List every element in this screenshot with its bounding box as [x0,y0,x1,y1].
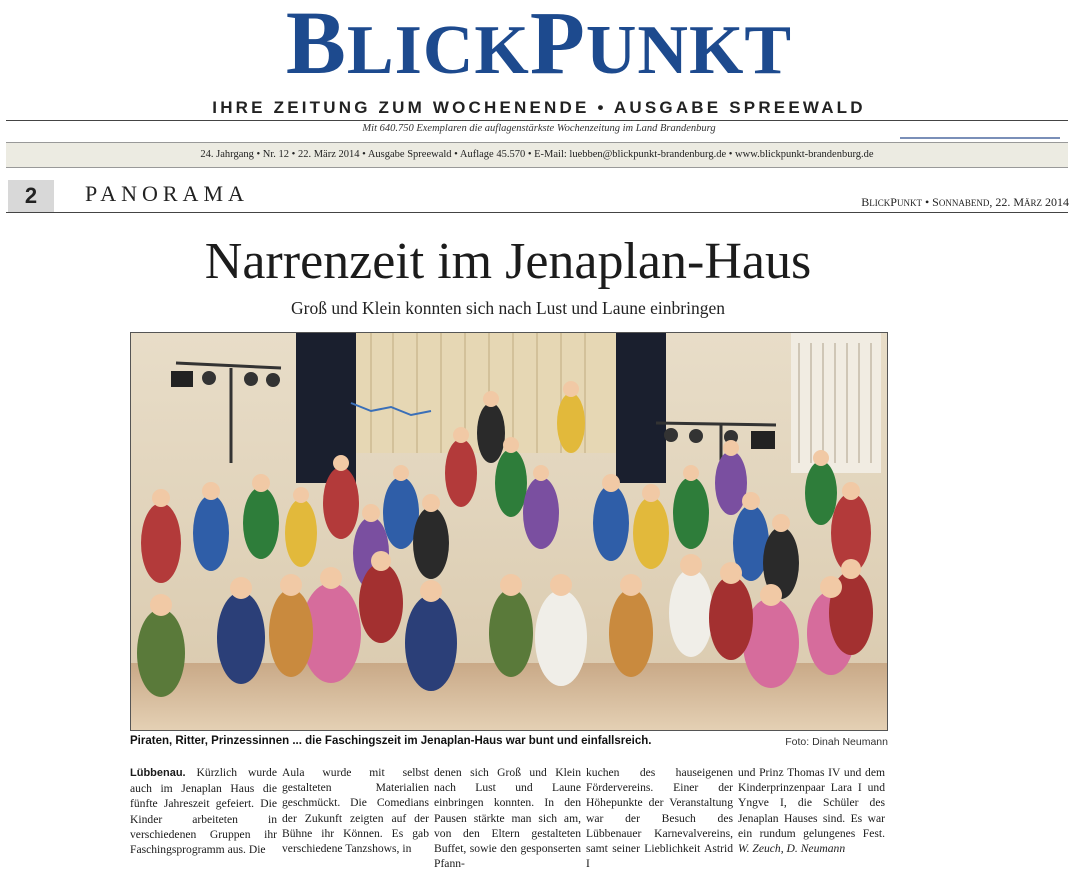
section-name: PANORAMA [85,181,249,206]
article-column-4: kuchen des hauseigenen Fördervereins. Einer der Höhepunkte der Veranstaltung war der Besuch des Lübbenauer Karnevalvereins, samt seiner Lieblichkeit Astrid I [586,766,733,871]
masthead-rule [6,120,1068,121]
article-column-1: Lübbenau. Kürzlich wurde auch im Jenaplan Haus die fünfte Jahreszeit gefeiert. Die Kinder arbeiteten in verschiedenen Gruppen ihr Faschingsprogramm aus. Die [130,766,277,857]
group-photo-image [131,333,887,730]
section-rule [6,212,1068,213]
decorative-stripe [900,137,1060,139]
article-subheadline: Groß und Klein konnten sich nach Lust und Laune einbringen [291,298,725,318]
photo-credit: Foto: Dinah Neumann [785,736,888,748]
edition-info-bar: 24. Jahrgang • Nr. 12 • 22. März 2014 • Ausgabe Spreewald • Auflage 45.570 • E-Mail: luebben@blickpunkt-brandenburg.de • www.blickpunkt-brandenburg.de [6,142,1068,168]
masthead-logo: BLICKPUNKT [285,0,793,93]
article-column-2: Aula wurde mit selbst gestalteten Materialien geschmückt. Die Comedians der Zukunft zeigten auf der Bühne ihr Können. Es gab verschiedene Tanzshows, in [282,766,429,856]
author-signature: W. Zeuch, D. Neumann [738,842,846,856]
page-dateline: BLICKPUNKT • SONNABEND, 22. MÄRZ 2014 [861,195,1069,209]
article-column-3: denen sich Groß und Klein nach Lust und Laune einbringen konnten. In den Pausen stärkte man sich am, von den Eltern gestalteten Buffet, sowie den gesponserten Pfann- [434,766,581,871]
page-number: 2 [8,180,54,212]
article-photo [130,332,888,731]
masthead-tagline: IHRE ZEITUNG ZUM WOCHENENDE • AUSGABE SPREEWALD [212,98,866,117]
photo-caption: Piraten, Ritter, Prinzessinnen ... die Faschingszeit im Jenaplan-Haus war bunt und einfallsreich. [130,735,652,747]
dateline: Lübbenau. [130,767,186,779]
article-column-5: und Prinz Thomas IV und dem Kinderprinzenpaar Lara I und Yngve I, die Schüler des Jenaplan Hauses sind. Es war ein rundum gelungenes Fest. W. Zeuch, D. Neumann [738,766,885,856]
article-headline: Narrenzeit im Jenaplan-Haus [204,233,812,290]
circulation-note: Mit 640.750 Exemplaren die auflagenstärkste Wochenzeitung im Land Brandenburg [362,123,716,134]
